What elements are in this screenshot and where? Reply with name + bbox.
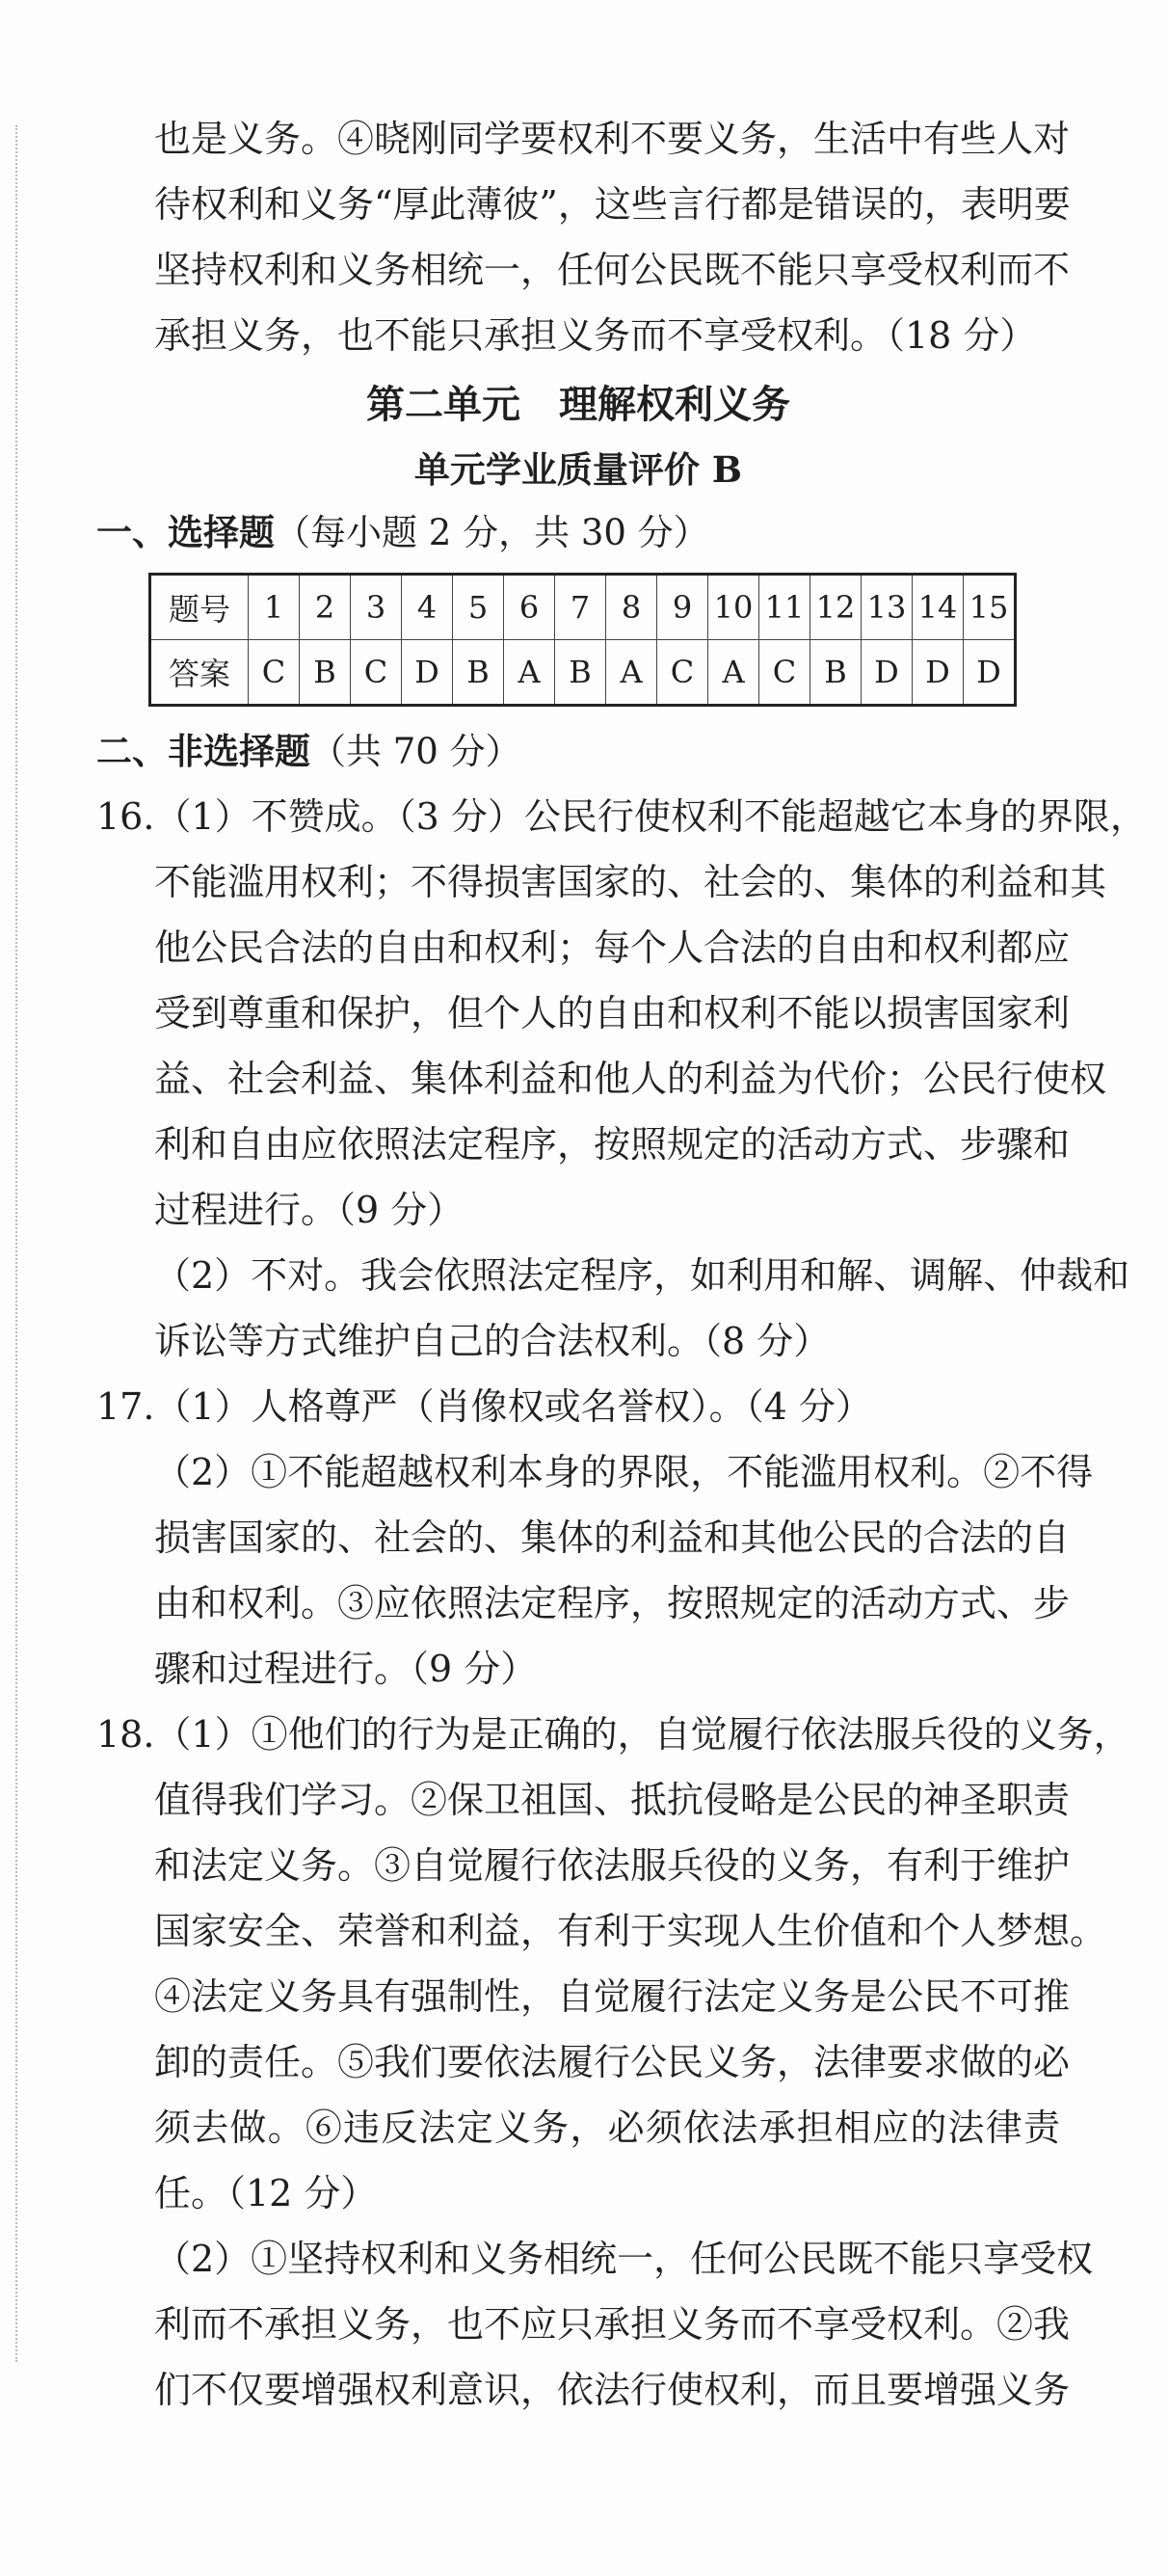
q18-line: 利而不承担义务，也不应只承担义务而不享受权利。②我 <box>154 2303 1071 2346</box>
answer-cell: C <box>759 640 810 706</box>
question-number-cell: 4 <box>402 575 453 640</box>
question-number-cell: 8 <box>606 575 657 640</box>
q16-line: 利和自由应依照法定程序，按照规定的活动方式、步骤和 <box>154 1123 1071 1166</box>
q18-line: 任。（12 分） <box>154 2172 378 2214</box>
answer-cell: D <box>402 640 453 706</box>
intro-line: 待权利和义务“厚此薄彼”，这些言行都是错误的，表明要 <box>154 183 1071 226</box>
q18-line: 值得我们学习。②保卫祖国、抵抗侵略是公民的神圣职责 <box>154 1779 1071 1821</box>
q17-line: 损害国家的、社会的、集体的利益和其他公民的合法的自 <box>154 1516 1071 1559</box>
question-number-cell: 7 <box>555 575 606 640</box>
answer-cell: D <box>964 640 1016 706</box>
q16-line: 他公民合法的自由和权利；每个人合法的自由和权利都应 <box>154 926 1071 969</box>
question-number-cell: 11 <box>759 575 810 640</box>
q17-line: （2）①不能超越权利本身的界限，不能滥用权利。②不得 <box>154 1451 1094 1493</box>
table-header-number: 题号 <box>150 575 249 640</box>
intro-line: 坚持权利和义务相统一，任何公民既不能只享受权利而不 <box>154 249 1071 291</box>
section-nonchoice-label: 二、非选择题 <box>96 731 310 772</box>
answer-table-answer-row <box>150 640 1016 706</box>
section-choice-label: 一、选择题 <box>96 512 275 553</box>
q16-line: 益、社会利益、集体利益和他人的利益为代价；公民行使权 <box>154 1058 1107 1100</box>
q16-line: 过程进行。（9 分） <box>154 1189 465 1231</box>
intro-line: 承担义务，也不能只承担义务而不享受权利。（18 分） <box>154 314 1037 357</box>
question-number-cell: 2 <box>300 575 351 640</box>
question-number-cell: 5 <box>453 575 504 640</box>
answer-cell: C <box>249 640 300 706</box>
section-nonchoice-heading <box>96 720 1060 784</box>
answer-page <box>96 106 1147 2423</box>
q16-line: 诉讼等方式维护自己的合法权利。（8 分） <box>154 1320 831 1362</box>
question-number-cell: 1 <box>249 575 300 640</box>
question-number-cell: 15 <box>964 575 1016 640</box>
q16-line: （2）不对。我会依照法定程序，如利用和解、调解、仲裁和 <box>154 1254 1130 1297</box>
question-number-cell: 13 <box>862 575 913 640</box>
answer-cell: A <box>504 640 555 706</box>
answer-cell: D <box>862 640 913 706</box>
answer-cell: C <box>351 640 402 706</box>
q18-line: 和法定义务。③自觉履行依法服兵役的义务，有利于维护 <box>154 1844 1071 1887</box>
question-number-cell: 9 <box>657 575 708 640</box>
answer-table-number-row <box>150 575 1016 640</box>
answer-cell: A <box>708 640 759 706</box>
q17-line: 17.（1）人格尊严（肖像权或名誉权）。（4 分） <box>96 1385 872 1428</box>
answer-cell: D <box>913 640 964 706</box>
question-number-cell: 10 <box>708 575 759 640</box>
question-number-cell: 14 <box>913 575 964 640</box>
q17-line: 骤和过程进行。（9 分） <box>154 1648 538 1690</box>
answer-cell: B <box>300 640 351 706</box>
q18-line: ④法定义务具有强制性，自觉履行法定义务是公民不可推 <box>154 1975 1071 2018</box>
answer-cell: A <box>606 640 657 706</box>
question-number-cell: 3 <box>351 575 402 640</box>
unit-title: 第二单元 理解权利义务 <box>366 383 790 427</box>
section-nonchoice-note: （共 70 分） <box>310 731 521 772</box>
answer-cell: B <box>453 640 504 706</box>
q18-line: 卸的责任。⑤我们要依法履行公民义务，法律要求做的必 <box>154 2041 1071 2083</box>
answer-cell: B <box>810 640 862 706</box>
q16-line: 受到尊重和保护，但个人的自由和权利不能以损害国家利 <box>154 992 1071 1034</box>
q18-line: （2）①坚持权利和义务相统一，任何公民既不能只享受权 <box>154 2238 1094 2280</box>
section-choice-note: （每小题 2 分，共 30 分） <box>275 512 709 553</box>
question-number-cell: 12 <box>810 575 862 640</box>
answer-cell: B <box>555 640 606 706</box>
q18-line: 们不仅要增强权利意识，依法行使权利，而且要增强义务 <box>154 2369 1071 2411</box>
q17-line: 由和权利。③应依照法定程序，按照规定的活动方式、步 <box>154 1582 1071 1624</box>
q16-line: 不能滥用权利；不得损害国家的、社会的、集体的利益和其 <box>154 861 1107 903</box>
section-choice-heading <box>96 501 1060 565</box>
q18-line: 须去做。⑥违反法定义务，必须依法承担相应的法律责 <box>154 2106 1060 2149</box>
unit-subtitle: 单元学业质量评价 B <box>413 448 743 491</box>
q18-line: 国家安全、荣誉和利益，有利于实现人生价值和个人梦想。 <box>154 1910 1107 1952</box>
answer-cell: C <box>657 640 708 706</box>
q18-line: 18.（1）①他们的行为是正确的，自觉履行依法服兵役的义务， <box>96 1713 1130 1756</box>
intro-line: 也是义务。④晓刚同学要权利不要义务，生活中有些人对 <box>154 118 1071 160</box>
answer-table <box>148 573 1017 707</box>
q16-line: 16.（1）不赞成。（3 分）公民行使权利不能超越它本身的界限， <box>96 795 1147 838</box>
page-edge-dotted-line <box>15 125 17 2362</box>
question-number-cell: 6 <box>504 575 555 640</box>
table-header-answer: 答案 <box>150 640 249 706</box>
